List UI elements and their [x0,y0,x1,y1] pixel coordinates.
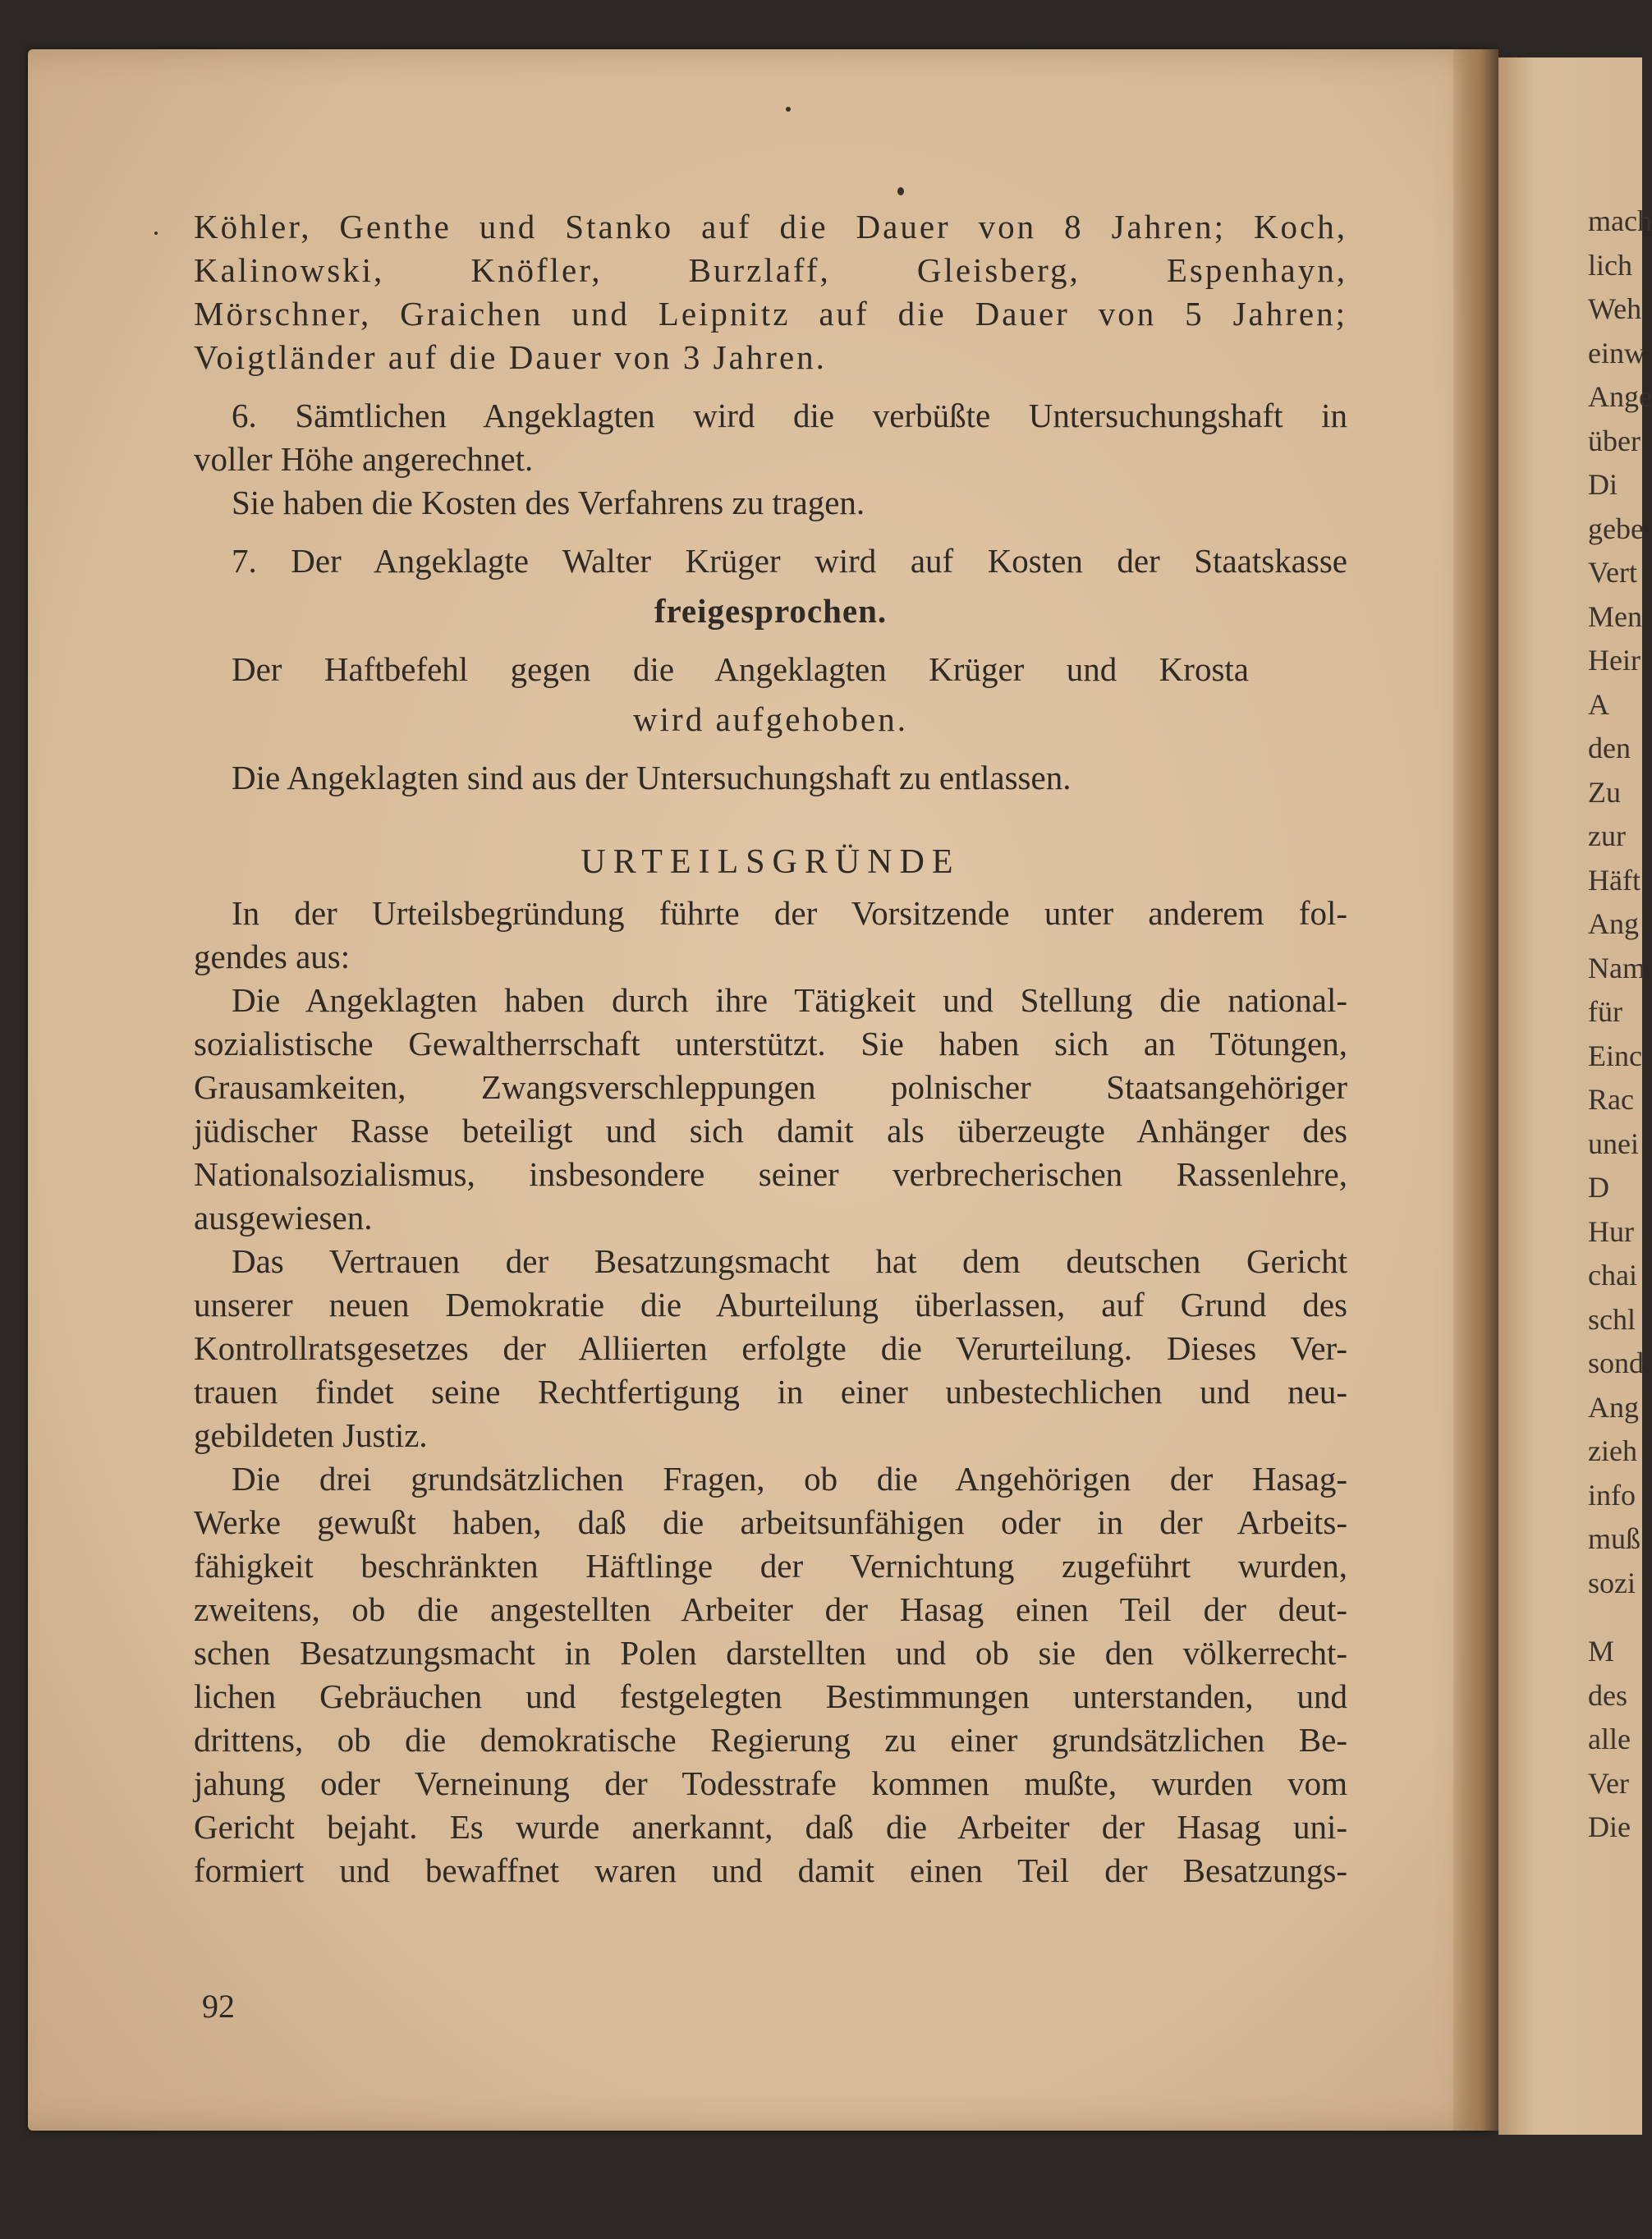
text-line: zweitens, ob die angestellten Arbeiter der Hasag einen Teil der deut- [194,1590,1347,1628]
adjacent-page-fragment: einw [1588,336,1645,369]
text-line: Die Angeklagten haben durch ihre Tätigkeit und Stellung die national- [232,981,1347,1019]
text-line: Grausamkeiten, Zwangsverschleppungen polnischer Staatsangehöriger [194,1068,1347,1106]
adjacent-page-fragment: gebe [1588,512,1644,545]
adjacent-page-fragment: des [1588,1678,1627,1712]
text-line: Mörschner, Graichen und Leipnitz auf die Dauer von 5 Jahren; [194,295,1347,333]
text-line: gebildeten Justiz. [194,1416,428,1454]
adjacent-page-fragment: sozi [1588,1566,1636,1599]
item-7-paragraph [194,539,1347,633]
text-line: Der Haftbefehl gegen die Angeklagten Krüger und Krosta [232,650,1249,688]
text-line: Die drei grundsätzlichen Fragen, ob die Angehörigen der Hasag- [232,1460,1347,1498]
adjacent-page-fragment: info [1588,1478,1636,1512]
questions-paragraph [194,1457,1347,1893]
text-line: Sie haben die Kosten des Verfahrens zu tragen. [232,484,865,521]
text-line: voller Höhe angerechnet. [194,440,534,478]
arrest-warrant-paragraph [194,648,1347,741]
adjacent-page-fragment: alle [1588,1723,1631,1755]
adjacent-page-fragment: Men [1588,599,1642,633]
text-line: lichen Gebräuchen und festgelegten Bestimmungen unterstanden, und [194,1677,1347,1715]
paper-speck [154,232,158,235]
adjacent-page-fragment: Ang [1588,907,1639,940]
adjacent-page-fragment: Ang [1588,1390,1639,1424]
adjacent-page-fragment: für [1588,995,1622,1028]
adjacent-page-fragment: Einc [1588,1039,1642,1072]
text-line: Köhler, Genthe und Stanko auf die Dauer von 8 Jahren; Koch, [194,208,1347,245]
text-line: schen Besatzungsmacht in Polen darstellten und ob sie den völkerrecht- [194,1634,1347,1672]
text-line: Werke gewußt haben, daß die arbeitsunfähigen oder in der Arbeits- [194,1503,1347,1541]
adjacent-page-text [1588,204,1652,1854]
adjacent-page-fragment: D [1588,1171,1609,1204]
intro-paragraph [194,892,1347,979]
adjacent-page-fragment: Heir [1588,644,1641,677]
adjacent-page-fragment: A [1588,687,1609,721]
adjacent-page-fragment: Di [1588,468,1618,501]
adjacent-page-fragment: Ange [1588,380,1652,413]
text-line: wird aufgehoben. [633,700,908,738]
paper-speck [897,187,904,195]
sentence-list-paragraph [194,205,1347,379]
page-body [194,205,1347,1893]
adjacent-page-fragment: zieh [1588,1434,1637,1467]
adjacent-page-fragment: Ver [1588,1766,1629,1800]
text-line: 7. Der Angeklagte Walter Krüger wird auf Kosten der Staatskasse [232,542,1347,580]
text-line: Nationalsozialismus, insbesondere seiner verbrecherischen Rassenlehre, [194,1155,1347,1193]
adjacent-page-fragment: zur [1588,819,1626,852]
adjacent-page-fragment: sond [1588,1347,1645,1379]
text-line: jüdischer Rasse beteiligt und sich damit als überzeugte Anhänger des [194,1112,1347,1149]
adjacent-page-fragment: unei [1588,1126,1639,1160]
adjacent-page-fragment: mach [1588,204,1652,237]
text-line: trauen findet seine Rechtfertigung in einer unbestechlichen und neu- [194,1373,1347,1411]
adjacent-page-fragment: Häft [1588,863,1641,897]
text-line: sozialistische Gewaltherrschaft unterstützt. Sie haben sich an Tötungen, [194,1025,1347,1062]
text-line: gendes aus: [194,938,351,975]
text-line: unserer neuen Demokratie die Aburteilung überlassen, auf Grund des [194,1286,1347,1324]
text-line: Voigtländer auf die Dauer von 3 Jahren. [194,338,827,376]
adjacent-page-fragment: schl [1588,1302,1636,1336]
text-line: Kalinowski, Knöfler, Burzlaff, Gleisberg, Espenhayn, [194,251,1347,289]
text-line: Das Vertrauen der Besatzungsmacht hat dem deutschen Gericht [232,1242,1347,1280]
adjacent-page-fragment: chai [1588,1259,1637,1292]
adjacent-page-fragment: muß [1588,1522,1641,1555]
text-line: ausgewiesen. [194,1199,373,1236]
section-heading: URTEILSGRÜNDE [580,843,961,881]
acquittal-line: freigesprochen. [654,592,888,630]
text-line: 6. Sämtlichen Angeklagten wird die verbüßte Untersuchungshaft in [232,397,1347,434]
page-number: 92 [202,1988,235,2025]
text-line: Gericht bejaht. Es wurde anerkannt, daß die Arbeiter der Hasag uni- [194,1808,1347,1846]
adjacent-page-fragment: Rac [1588,1083,1634,1116]
adjacent-page-fragment: über [1588,424,1641,457]
item-6-paragraph [194,394,1347,525]
adjacent-page-fragment: den [1588,732,1631,764]
adjacent-page-fragment: Vert [1588,556,1637,589]
paper-speck [786,107,791,112]
text-line: formiert und bewaffnet waren und damit einen Teil der Besatzungs- [194,1851,1347,1889]
text-line: In der Urteilsbegründung führte der Vorsitzende unter anderem fol- [232,894,1347,932]
book-gutter [1453,49,1498,2131]
adjacent-page-fragment: lich [1588,248,1632,282]
release-line: Die Angeklagten sind aus der Untersuchungshaft zu entlassen. [232,759,1072,796]
text-line: drittens, ob die demokratische Regierung zu einer grundsätzlichen Be- [194,1721,1347,1759]
text-line: Kontrollratsgesetzes der Alliierten erfolgte die Verurteilung. Dieses Ver- [194,1329,1347,1367]
adjacent-page-fragment: Nam [1588,951,1645,984]
adjacent-page-fragment: Die [1588,1810,1631,1843]
text-line: jahung oder Verneinung der Todesstrafe kommen mußte, wurden vom [194,1764,1347,1802]
trust-paragraph [194,1240,1347,1457]
adjacent-page-fragment: Hur [1588,1214,1634,1248]
adjacent-page-fragment: M [1588,1635,1615,1668]
activity-paragraph [194,979,1347,1240]
adjacent-page-fragment: Zu [1588,775,1621,809]
adjacent-page-fragment: Weh [1588,292,1642,325]
text-line: fähigkeit beschränkten Häftlinge der Vernichtung zugeführt wurden, [194,1547,1347,1585]
